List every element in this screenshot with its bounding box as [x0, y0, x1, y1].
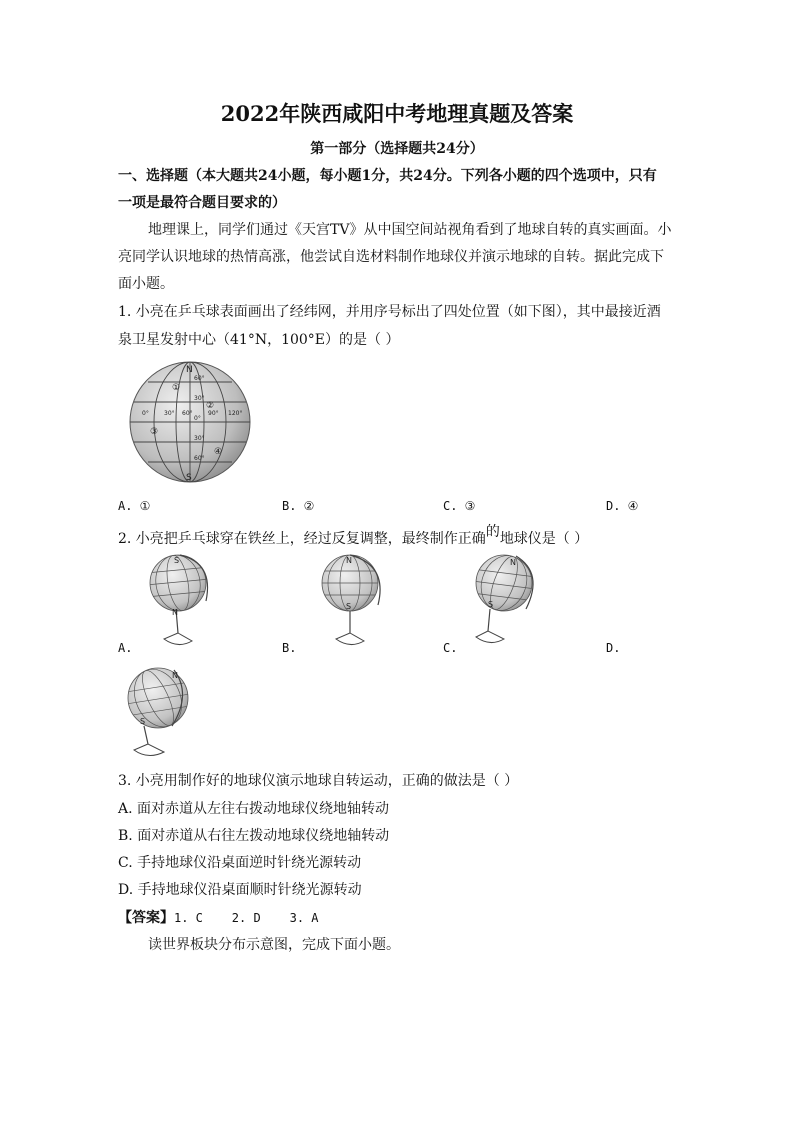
lon-label: 30°: [164, 410, 175, 417]
pole-label: N: [346, 556, 352, 565]
part-heading: 第一部分（选择题共24分）: [310, 141, 484, 157]
position-marker-3: ③: [150, 427, 159, 437]
q2-stem-part2: 地球仪是（ ）: [499, 531, 589, 547]
pole-label: S: [140, 717, 146, 726]
answer-text: 1. C 2. D 3. A: [174, 911, 319, 925]
q1-option-d: D. ④: [606, 499, 639, 513]
q2-stem: [118, 524, 589, 548]
q2-stem-raised: 的: [485, 524, 500, 540]
q3-option-b: B. 面对赤道从右往左拨动地球仪绕地轴转动: [118, 828, 390, 844]
globe-option-c: [466, 553, 548, 651]
lon-label: 60°: [182, 410, 193, 417]
lon-label: 0°: [142, 410, 149, 417]
globe-option-b: [312, 553, 394, 651]
section-heading-line1: 一、选择题（本大题共24小题，每小题1分，共24分。下列各小题的四个选项中，只有: [118, 168, 657, 184]
lat-label: 30°: [194, 395, 205, 402]
pole-label: N: [172, 671, 178, 680]
globe-north-label: N: [186, 365, 193, 375]
lat-label: 0°: [194, 415, 201, 422]
q2-stem-part1: 2. 小亮把乒乓球穿在铁丝上，经过反复调整，最终制作正确: [118, 531, 486, 547]
q3-stem: 3. 小亮用制作好的地球仪演示地球自转运动，正确的做法是（ ）: [118, 773, 519, 789]
pole-label: N: [172, 608, 178, 617]
globe-sphere: [476, 555, 532, 611]
page-title: 2022年陕西咸阳中考地理真题及答案: [220, 101, 574, 126]
position-marker-4: ④: [214, 447, 223, 457]
pole-label: S: [488, 600, 494, 609]
q1-graticule-globe: [128, 360, 252, 484]
pole-label: N: [510, 558, 516, 567]
q3-option-d: D. 手持地球仪沿桌面顺时针绕光源转动: [118, 882, 362, 898]
next-intro: 读世界板块分布示意图，完成下面小题。: [148, 937, 400, 953]
answer-label: 【答案】: [118, 910, 174, 926]
q2-option-a: A.: [118, 641, 133, 655]
position-marker-2: ②: [206, 401, 215, 411]
globe-option-d: [122, 664, 204, 762]
lat-label: 30°: [194, 435, 205, 442]
pole-label: S: [346, 602, 352, 611]
q2-option-c: C.: [443, 641, 458, 655]
q1-stem-line1: 1. 小亮在乒乓球表面画出了经纬网，并用序号标出了四处位置（如下图），其中最接近酒: [118, 304, 661, 320]
q1-option-a: A. ①: [118, 499, 151, 513]
section-heading-line2: 一项是最符合题目要求的）: [118, 195, 286, 211]
q1-option-b: B. ②: [282, 499, 315, 513]
q2-option-b: B.: [282, 641, 297, 655]
q1-stem-line2: 泉卫星发射中心（41°N，100°E）的是（ ）: [118, 332, 400, 348]
globe-base: [336, 633, 364, 645]
globe-south-label: S: [186, 473, 192, 483]
globe-option-a: [140, 553, 222, 651]
lat-label: 60°: [194, 455, 205, 462]
q2-option-d: D.: [606, 641, 621, 655]
intro-line1: 地理课上，同学们通过《天宫TV》从中国空间站视角看到了地球自转的真实画面。小: [148, 222, 672, 238]
globe-base: [476, 631, 504, 643]
lon-label: 90°: [208, 410, 219, 417]
pole-label: S: [174, 556, 180, 565]
support-stand: [488, 609, 490, 631]
position-marker-1: ①: [172, 383, 181, 393]
intro-line3: 面小题。: [118, 276, 174, 292]
q3-option-c: C. 手持地球仪沿桌面逆时针绕光源转动: [118, 855, 362, 871]
q1-option-c: C. ③: [443, 499, 476, 513]
intro-line2: 亮同学认识地球的热情高涨，他尝试自选材料制作地球仪并演示地球的自转。据此完成下: [118, 249, 664, 265]
globe-base: [164, 633, 192, 645]
globe-base: [134, 744, 164, 756]
q3-option-a: A. 面对赤道从左往右拨动地球仪绕地轴转动: [118, 801, 390, 817]
answer-line: [118, 907, 319, 927]
lon-label: 120°: [228, 410, 243, 417]
support-stand: [144, 726, 148, 744]
lat-label: 60°: [194, 375, 205, 382]
